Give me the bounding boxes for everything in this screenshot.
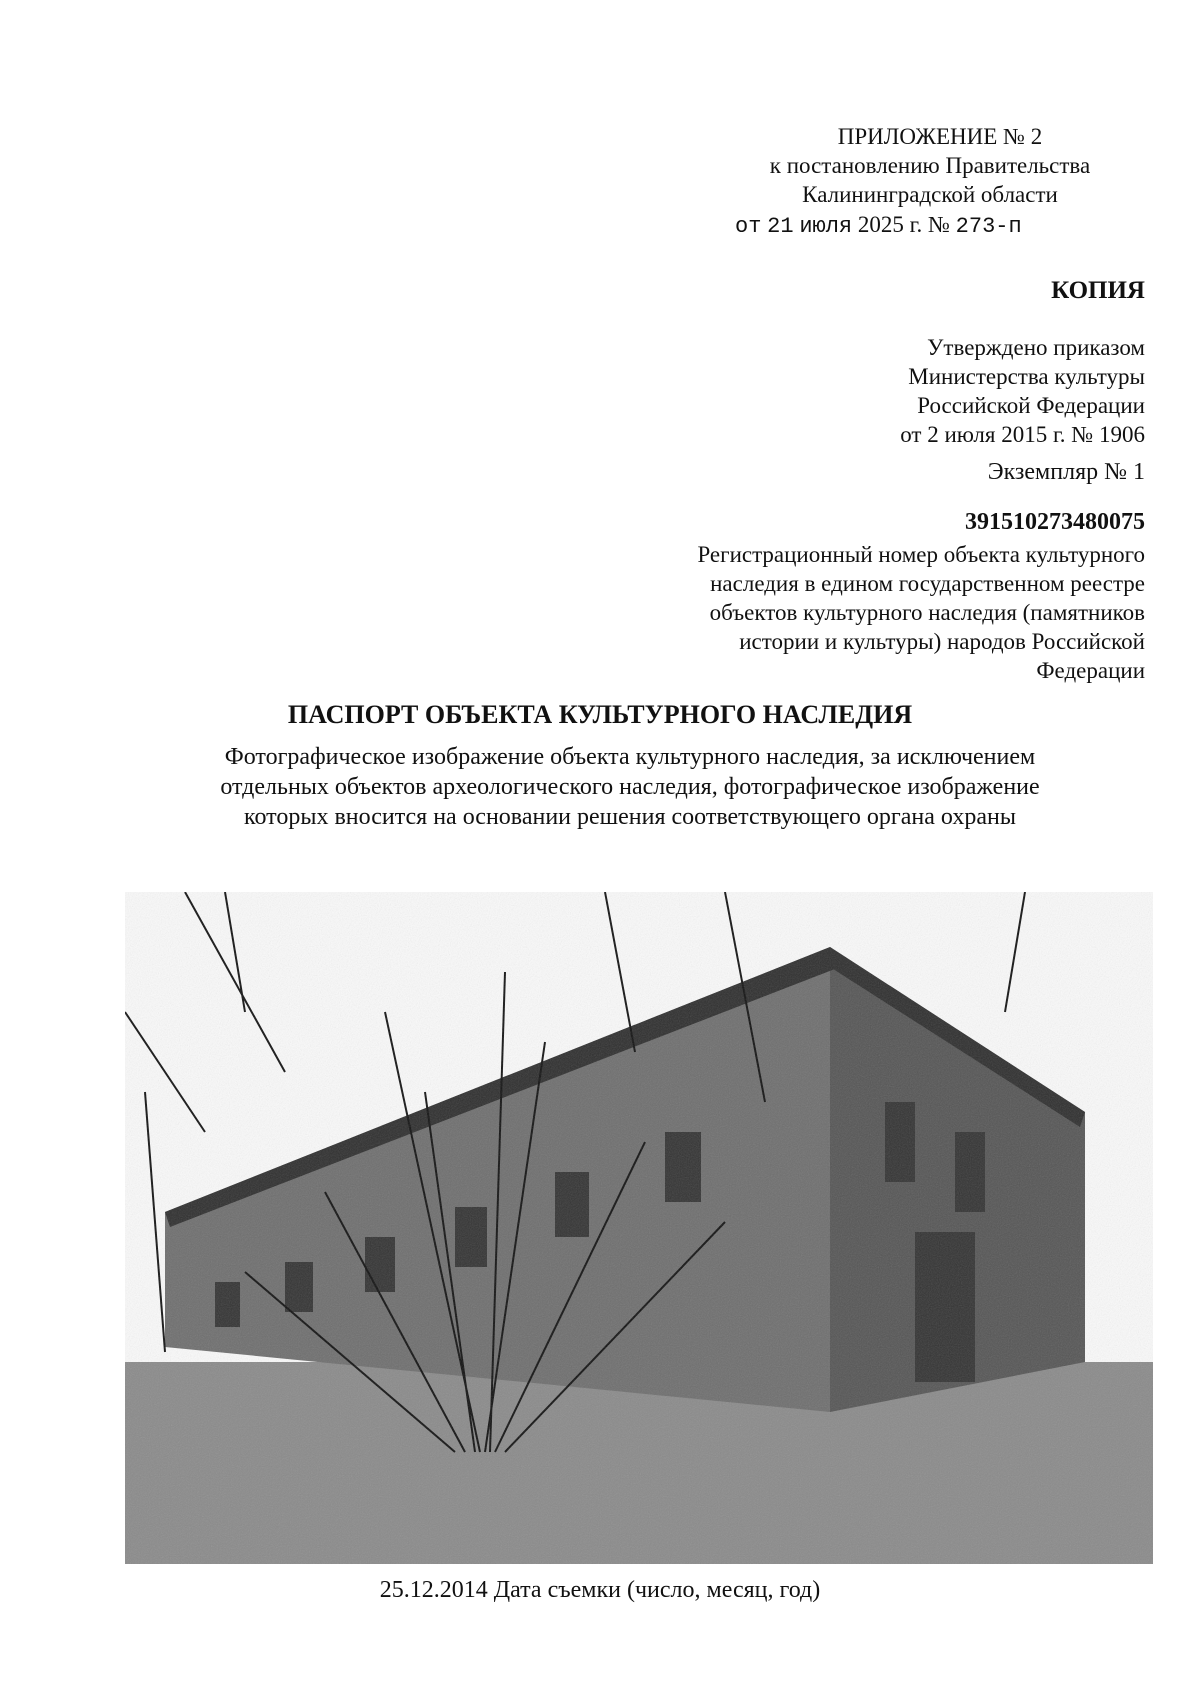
appendix-block <box>730 122 1130 209</box>
copy-label: КОПИЯ <box>1051 277 1145 304</box>
subtitle-line: которых вносится на основании решения соответствующего органа охраны <box>244 804 1016 830</box>
subtitle-line: Фотографическое изображение объекта культурного наследия, за исключением <box>224 744 1036 770</box>
approved-line: Российской Федерации <box>917 393 1145 418</box>
caption-line: Регистрационный номер объекта культурного <box>697 542 1145 567</box>
caption-line: истории и культуры) народов Российской <box>739 629 1145 654</box>
appendix-line1: к постановлению Правительства <box>769 153 1091 178</box>
registration-caption <box>560 540 1145 685</box>
approved-line: Министерства культуры <box>908 364 1145 389</box>
subtitle <box>100 742 1160 832</box>
building-photo <box>125 892 1153 1564</box>
approved-line: от 2 июля 2015 г. № 1906 <box>900 422 1145 447</box>
registration-number: 391510273480075 <box>965 509 1145 535</box>
approved-block <box>700 333 1145 449</box>
appendix-date: от 21 июля 2025 г. № 273-п <box>735 212 1022 239</box>
subtitle-line: отдельных объектов археологического наследия, фотографическое изображение <box>220 774 1040 800</box>
caption-line: наследия в едином государственном реестре <box>710 571 1145 596</box>
instance-number: Экземпляр № 1 <box>987 459 1145 485</box>
document-title: ПАСПОРТ ОБЪЕКТА КУЛЬТУРНОГО НАСЛЕДИЯ <box>287 700 913 729</box>
appendix-line2: Калининградской области <box>802 182 1058 207</box>
caption-line: объектов культурного наследия (памятников <box>709 600 1145 625</box>
building-photo-image <box>125 892 1153 1564</box>
photo-caption: 25.12.2014 Дата съемки (число, месяц, год) <box>379 1577 821 1603</box>
approved-line: Утверждено приказом <box>927 335 1145 360</box>
appendix-title: ПРИЛОЖЕНИЕ № 2 <box>837 124 1043 149</box>
caption-line: Федерации <box>1036 658 1145 683</box>
